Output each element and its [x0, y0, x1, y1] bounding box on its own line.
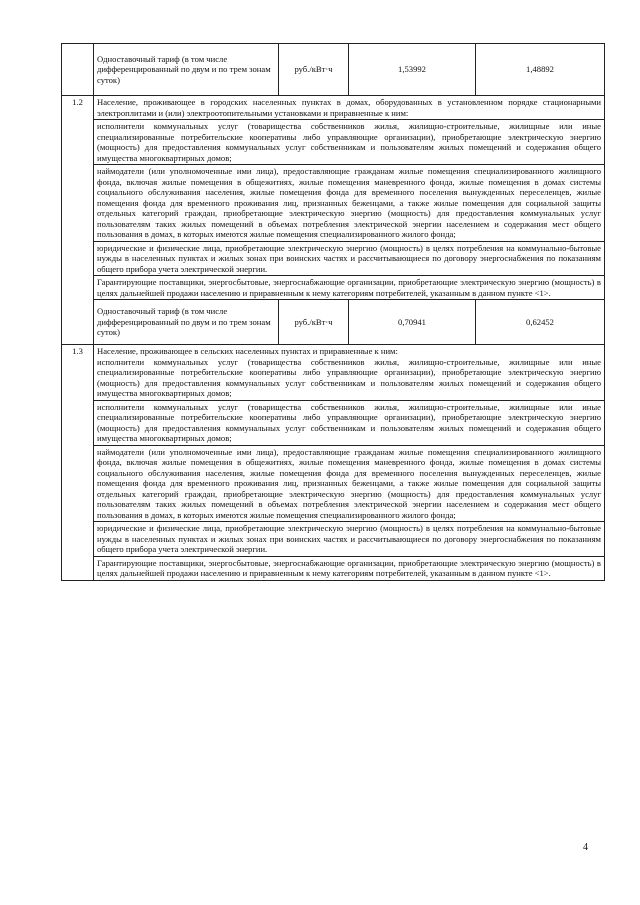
table-row	[62, 445, 605, 522]
section-heading-cell	[94, 345, 605, 401]
consumer-category: наймодатели (или уполномоченные ими лица), предоставляющие гражданам жилые помещения специализированного жилищного фонда, включая жилые помещения в общежитиях, жилые помещения маневренного фонда, жилые помещения в домах системы социального обслуживания населения, жилые помещения фонда для временного поселения вынужденных переселенцев, жилые помещения фонда для временного проживания лиц, признанных беженцами, а также жилые помещения для социальной защиты отдельных категорий граждан, приобретающие электрическую энергию (мощность) для предоставления коммунальных услуг пользователям таких жилых помещений в объемах потребления электрической энергии населением и содержания мест общего пользования в домах, в которых имеются жилые помещения специализированного жилого фонда;	[94, 165, 605, 242]
section-heading: Население, проживающее в городских населенных пунктах в домах, оборудованных в установленном порядке стационарными электроплитами и (или) электроотопительными установками и приравненные к ним:	[94, 96, 605, 120]
table-row	[62, 522, 605, 557]
unit-cell: руб./кВт·ч	[279, 300, 349, 345]
consumer-category: исполнители коммунальных услуг (товарищества собственников жилья, жилищно-строительные, жилищные или иные специализированные потребительские кооперативы либо управляющие организации), приобретающие электрическую энергию (мощность) для предоставления коммунальных услуг собственникам и пользователям жилых помещений и содержания общего имущества многоквартирных домов;	[97, 356, 601, 398]
table-row	[62, 556, 605, 580]
row-number: 1.2	[62, 96, 94, 345]
unit-cell: руб./кВт·ч	[279, 44, 349, 96]
tariff-label: Одноставочный тариф (в том числе дифференцированный по двум и по трем зонам суток)	[94, 300, 279, 345]
table-row	[62, 276, 605, 300]
page-number: 4	[583, 842, 588, 853]
value-cell-1: 0,70941	[349, 300, 476, 345]
value-cell-1: 1,53992	[349, 44, 476, 96]
table-row	[62, 345, 605, 401]
consumer-category: наймодатели (или уполномоченные ими лица), предоставляющие гражданам жилые помещения специализированного жилищного фонда, включая жилые помещения в общежитиях, жилые помещения маневренного фонда, жилые помещения в домах системы социального обслуживания населения, жилые помещения фонда для временного поселения вынужденных переселенцев, жилые помещения фонда для временного проживания лиц, признанных беженцами, а также жилые помещения для социальной защиты отдельных категорий граждан, приобретающие электрическую энергию (мощность) для предоставления коммунальных услуг пользователям таких жилых помещений в объемах потребления электрической энергии населением и содержания мест общего пользования в домах, в которых имеются жилые помещения специализированного жилого фонда;	[94, 445, 605, 522]
tariff-label: Одноставочный тариф (в том числе дифференцированный по двум и по трем зонам суток)	[94, 44, 279, 96]
consumer-category: юридические и физические лица, приобретающие электрическую энергию (мощность) в целях потребления на коммунально-бытовые нужды в населенных пунктах и жилых зонах при воинских частях и рассчитывающиеся по договору энергоснабжения по показаниям общего прибора учета электрической энергии.	[94, 241, 605, 276]
value-cell-2: 1,48892	[476, 44, 605, 96]
table-row	[62, 300, 605, 345]
consumer-category: Гарантирующие поставщики, энергосбытовые, энергоснабжающие организации, приобретающие электрическую энергию (мощность) в целях дальнейшей продажи населению и приравненным к нему категориям потребителей, указанным в данном пункте <1>.	[94, 556, 605, 580]
consumer-category: исполнители коммунальных услуг (товарищества собственников жилья, жилищно-строительные, жилищные или иные специализированные потребительские кооперативы либо управляющие организации), приобретающие электрическую энергию (мощность) для предоставления коммунальных услуг собственникам и пользователям жилых помещений и содержания общего имущества многоквартирных домов;	[94, 400, 605, 445]
table-row	[62, 241, 605, 276]
consumer-category: юридические и физические лица, приобретающие электрическую энергию (мощность) в целях потребления на коммунально-бытовые нужды в населенных пунктах и жилых зонах при воинских частях и рассчитывающиеся по договору энергоснабжения по показаниям общего прибора учета электрической энергии.	[94, 522, 605, 557]
value-cell-2: 0,62452	[476, 300, 605, 345]
table-row	[62, 120, 605, 165]
table-row	[62, 165, 605, 242]
table-row	[62, 44, 605, 96]
section-heading: Население, проживающее в сельских населенных пунктах и приравненные к ним:	[97, 346, 398, 356]
row-number: 1.3	[62, 345, 94, 581]
tariff-table	[61, 43, 605, 581]
row-number-cell	[62, 44, 94, 96]
table-row	[62, 96, 605, 120]
table-row	[62, 400, 605, 445]
consumer-category: исполнители коммунальных услуг (товарищества собственников жилья, жилищно-строительные, жилищные или иные специализированные потребительские кооперативы либо управляющие организации), приобретающие электрическую энергию (мощность) для предоставления коммунальных услуг собственникам и пользователям жилых помещений и содержания общего имущества многоквартирных домов;	[94, 120, 605, 165]
consumer-category: Гарантирующие поставщики, энергосбытовые, энергоснабжающие организации, приобретающие электрическую энергию (мощность) в целях дальнейшей продажи населению и приравненным к нему категориям потребителей, указанным в данном пункте <1>.	[94, 276, 605, 300]
